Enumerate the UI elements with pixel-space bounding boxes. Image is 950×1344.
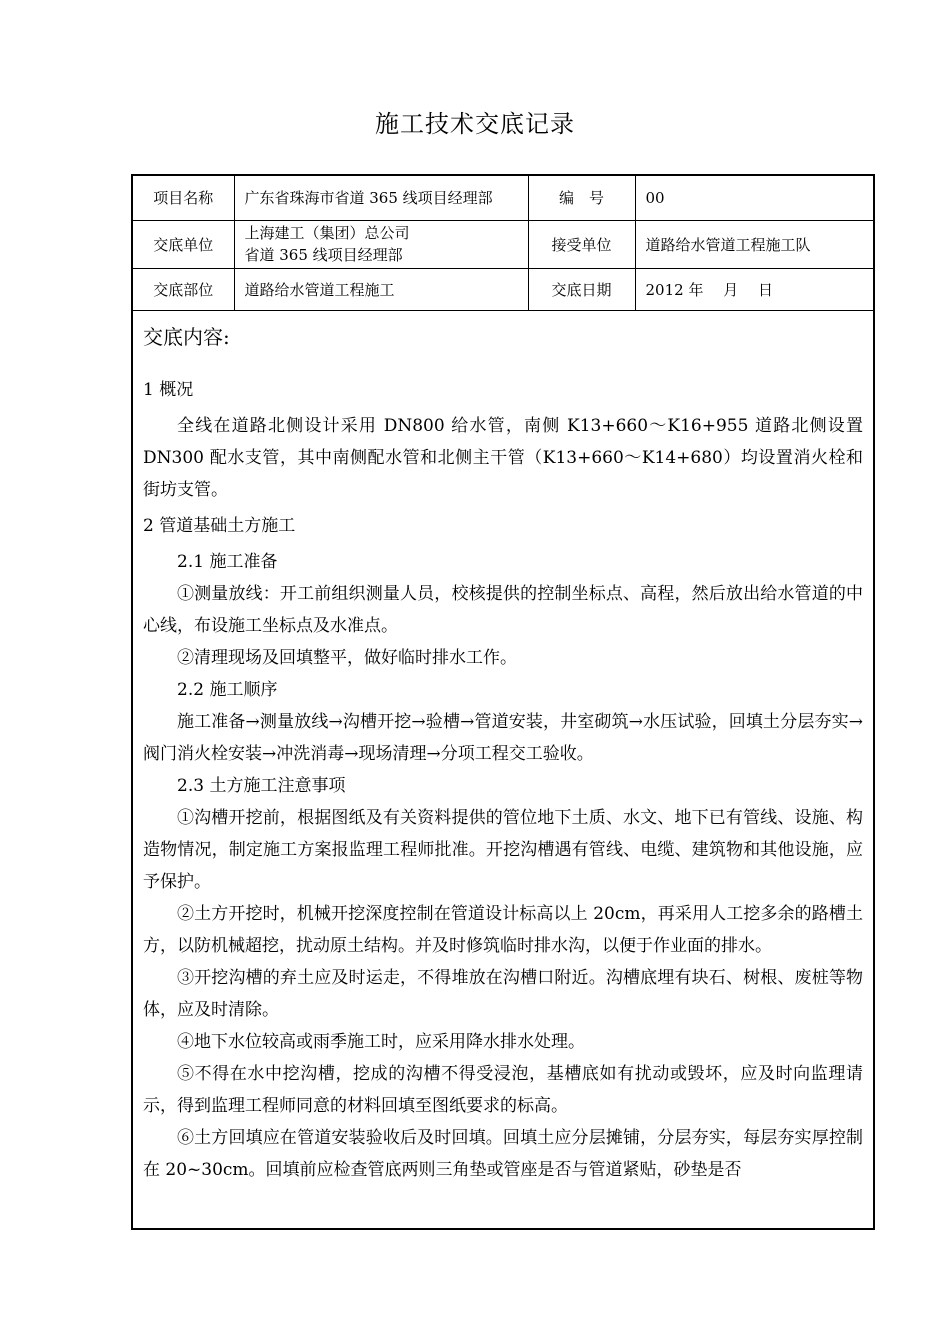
number-value: 00	[635, 176, 873, 220]
content-area	[133, 311, 873, 1186]
issuer-line-1: 上海建工（集团）总公司	[244, 224, 410, 242]
date-value: 2012 年 月 日	[635, 268, 873, 310]
section-1-paragraph: 全线在道路北侧设计采用 DN800 给水管，南侧 K13+660～K16+955 道路北侧设置 DN300 配水支管，其中南侧配水管和北侧主干管（K13+660～K14+680）均设置消火栓和街坊支管。	[143, 415, 863, 500]
info-row-part	[133, 268, 873, 310]
issuer-line-2: 省道 365 线项目经理部	[244, 246, 403, 264]
section-2-2-title: 2.2 施工顺序	[177, 679, 278, 700]
number-label: 编 号	[528, 176, 635, 220]
section-2-3-paragraph-4: ④地下水位较高或雨季施工时，应采用降水排水处理。	[177, 1031, 585, 1052]
section-2-1-paragraph-2: ②清理现场及回填整平，做好临时排水工作。	[177, 647, 517, 668]
record-form	[131, 174, 875, 1230]
section-2-3-paragraph-2: ②土方开挖时，机械开挖深度控制在管道设计标高以上 20cm，再采用人工挖多余的路槽土方，以防机械超挖，扰动原土结构。并及时修筑临时排水沟，以便于作业面的排水。	[143, 903, 863, 956]
project-name-value: 广东省珠海市省道 365 线项目经理部	[234, 176, 528, 220]
info-table	[133, 176, 873, 311]
part-value: 道路给水管道工程施工	[234, 268, 528, 310]
receiver-label: 接受单位	[528, 220, 635, 268]
receiver-value: 道路给水管道工程施工队	[635, 220, 873, 268]
info-row-issuer	[133, 220, 873, 268]
section-2-3-paragraph-3: ③开挖沟槽的弃土应及时运走，不得堆放在沟槽口附近。沟槽底埋有块石、树根、废桩等物体，应及时清除。	[143, 967, 863, 1020]
project-name-label: 项目名称	[133, 176, 234, 220]
info-row-project	[133, 176, 873, 220]
section-2-3-paragraph-1: ①沟槽开挖前，根据图纸及有关资料提供的管位地下土质、水文、地下已有管线、设施、构造物情况，制定施工方案报监理工程师批准。开挖沟槽遇有管线、电缆、建筑物和其他设施，应予保护。	[143, 807, 863, 892]
section-1-title: 1 概况	[143, 379, 194, 400]
section-2-title: 2 管道基础土方施工	[143, 515, 296, 536]
part-label: 交底部位	[133, 268, 234, 310]
section-2-1-paragraph-1: ①测量放线：开工前组织测量人员，校核提供的控制坐标点、高程，然后放出给水管道的中心线，布设施工坐标点及水准点。	[143, 583, 863, 636]
section-2-3-paragraph-6: ⑥土方回填应在管道安装验收后及时回填。回填土应分层摊铺，分层夯实，每层夯实厚控制在 20~30cm。回填前应检查管底两则三角垫或管座是否与管道紧贴，砂垫是否	[143, 1127, 863, 1180]
content-heading: 交底内容:	[143, 324, 230, 349]
section-2-3-paragraph-5: ⑤不得在水中挖沟槽，挖成的沟槽不得受浸泡，基槽底如有扰动或毁坏，应及时向监理请示，得到监理工程师同意的材料回填至图纸要求的标高。	[143, 1063, 863, 1116]
document-title: 施工技术交底记录	[375, 110, 575, 138]
section-2-1-title: 2.1 施工准备	[177, 551, 278, 572]
section-2-3-title: 2.3 土方施工注意事项	[177, 775, 346, 796]
section-2-2-paragraph: 施工准备→测量放线→沟槽开挖→验槽→管道安装，井室砌筑→水压试验，回填土分层夯实→阀门消火栓安装→冲洗消毒→现场清理→分项工程交工验收。	[143, 711, 863, 764]
date-label: 交底日期	[528, 268, 635, 310]
issuer-value	[234, 220, 528, 268]
issuer-label: 交底单位	[133, 220, 234, 268]
